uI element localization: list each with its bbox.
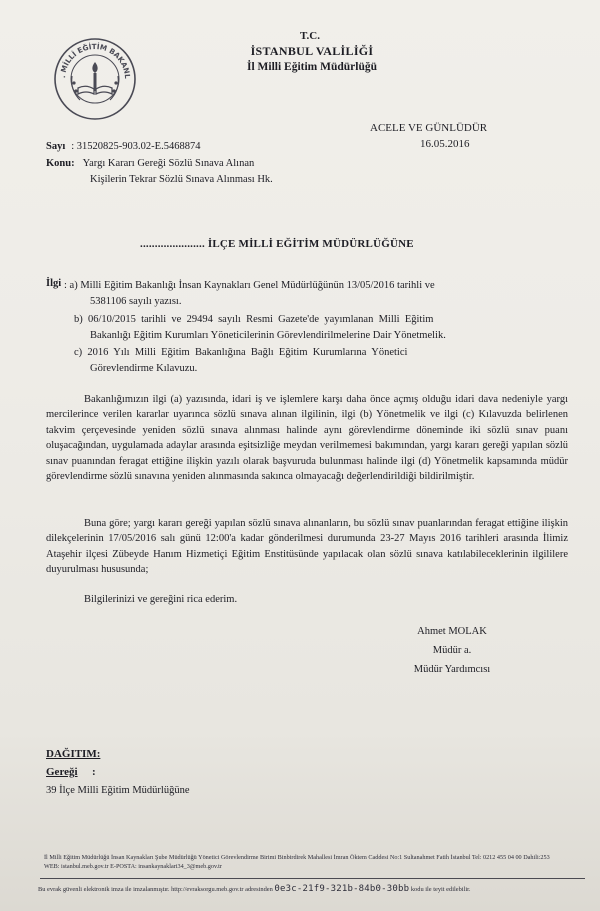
signatory-name: Ahmet MOLAK	[417, 626, 487, 637]
geregi-colon: :	[92, 766, 96, 778]
verification-prefix: Bu evrak güvenli elektronik imza ile imzalanmıştır. http://evraksorgu.meb.gov.tr adresinden	[38, 886, 273, 893]
svg-text:T.C. MİLLİ EĞİTİM BAKANLIĞI: . MİLLİ EĞİTİM BAKANL	[57, 41, 133, 79]
ilgi-label: İlgi	[46, 278, 62, 289]
subject-line-2: Kişilerin Tekrar Sözlü Sınava Alınması Hk.	[90, 174, 273, 185]
ilgi-c-line1: c) 2016 Yılı Milli Eğitim Bakanlığına Bağlı Eğitim Kurumlarına Yönetici	[74, 347, 408, 358]
ilgi-b-line2: Bakanlığı Eğitim Kurumları Yöneticilerinin Görevlendirilmelerine Dair Yönetmelik.	[90, 330, 446, 341]
konu-label: Konu:	[46, 158, 75, 169]
konu-text-1: Yargı Kararı Gereği Sözlü Sınava Alınan	[82, 158, 255, 169]
document-date: 16.05.2016	[420, 138, 470, 150]
verification-suffix: kodu ile teyit edilebilir.	[410, 886, 471, 893]
ilgi-c-line2: Görevlendirme Kılavuzu.	[90, 363, 198, 374]
ilgi-a-line2: 5381106 sayılı yazısı.	[90, 296, 182, 307]
footer-address: İl Milli Eğitim Müdürlüğü İnsan Kaynakları Şube Müdürlüğü Yönetici Görevlendirme Birimi Binbirdirek Mahallesi İmran Öktem Caddesi No:1 Sultanahmet Fatih İstanbul Tel: 0212 455 04 00 Dahili:253 WEB: istanbul.meb.gov.tr E-POSTA: insankaynaklari34_3@meb.gov.tr	[44, 854, 550, 870]
urgency-label: ACELE VE GÜNLÜDÜR	[370, 122, 488, 134]
sayi-value: : 31520825-903.02-E.5468874	[71, 141, 201, 152]
subject-line-1	[46, 158, 254, 169]
reference-number	[46, 141, 200, 152]
body-paragraph-2: Buna göre; yargı kararı gereği yapılan sözlü sınava alınanların, bu sözlü sınav puanlarından feragat ettiğine ilişkin dilekçelerinin 17/05/2016 salı günü 12:00'a kadar gönderilmesi durumunda 23-27 Mayıs 2016 tarihleri arasında İlimiz Ataşehir ilçesi Zübeyde Hanım Hizmetiçi Eğitim Enstitüsünde yapılacak olan sözlü sınava katılabileceklerinin ilgililere duyurulması hususunda;	[46, 518, 568, 576]
footer-verification	[38, 884, 598, 894]
ilgi-a-line1: : a) Milli Eğitim Bakanlığı İnsan Kaynakları Genel Müdürlüğünün 13/05/2016 tarihli ve	[64, 280, 435, 291]
sayi-label: Sayı	[46, 141, 66, 152]
header-directorate: İl Milli Eğitim Müdürlüğü	[246, 61, 378, 73]
signatory-title-2: Müdür Yardımcısı	[413, 664, 491, 675]
ilgi-b-line1: b) 06/10/2015 tarihli ve 29494 sayılı Resmi Gazete'de yayımlanan Milli Eğitim	[74, 314, 434, 325]
body-paragraph-1: Bakanlığımızın ilgi (a) yazısında, idari iş ve işlemlere karşı daha önce açmış olduğu idari dava nedeniyle yargı mercilerince verilen kararlar uyarınca sözlü sınava alınan ilgilinin, ilgi (b) Yönetmelik ve ilgi (c) Kılavuzda belirlenen takvim çerçevesinde yeniden sözlü sınava alınması halinde aynı görevlendirme döneminde iki sözlü sınav puanı oluşacağından, uygulamada adaylar arasında eşitsizliğe meydan verilmemesi bakımından, yargı kararı gereği yapılan sözlü sınav puanından feragat ettiğine ilişkin yazılı olarak başvuruda bulunması halinde ilgi (d) Yönetmelik kapsamında müdür görevlendirme sözlü sınavına yeniden alınmasında sakınca olmayacağı değerlendirildiği bildirilmiştir.	[46, 394, 568, 483]
verification-code: 0e3c-21f9-321b-84b0-30bb	[274, 884, 410, 894]
addressee: ...................... İLÇE MİLLİ EĞİTİM MÜDÜRLÜĞÜNE	[140, 238, 414, 250]
header-tc: T.C.	[300, 30, 320, 42]
geregi-label: Gereği	[46, 766, 78, 778]
body-paragraph-3: Bilgilerinizi ve gereğini rica ederim.	[84, 594, 238, 605]
header-governorship: İSTANBUL VALİLİĞİ	[250, 44, 374, 58]
footer-divider	[40, 878, 585, 879]
distribution-title: DAĞITIM:	[46, 748, 101, 760]
distribution-item: 39 İlçe Milli Eğitim Müdürlüğüne	[46, 785, 190, 796]
signatory-title-1: Müdür a.	[432, 645, 472, 656]
